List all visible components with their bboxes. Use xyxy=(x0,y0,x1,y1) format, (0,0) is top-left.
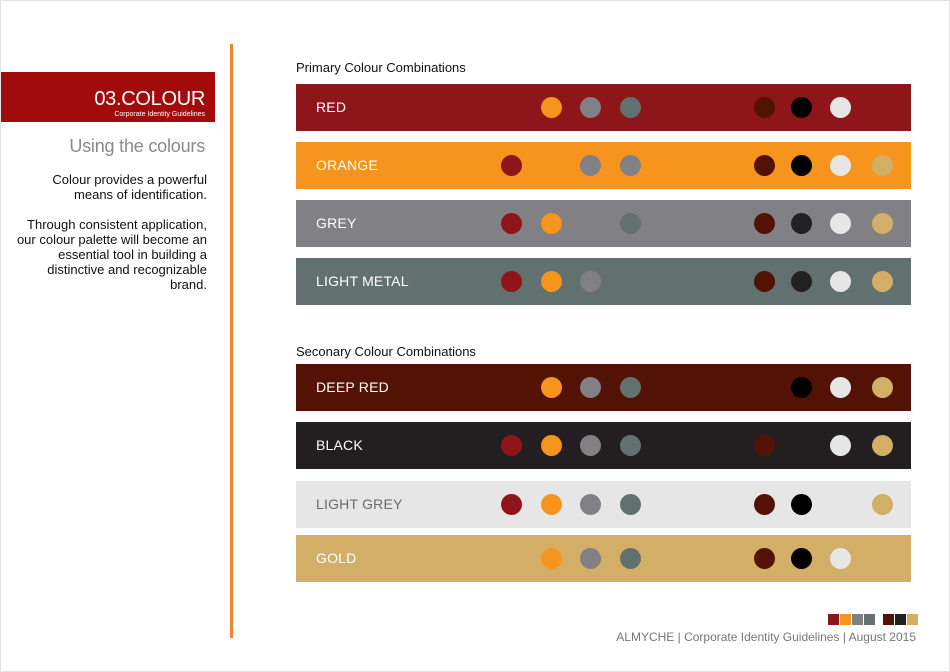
colour-swatch-dot xyxy=(830,155,851,176)
colour-swatch-dot xyxy=(580,435,601,456)
colour-band xyxy=(296,142,911,189)
colour-swatch-dot xyxy=(501,435,522,456)
colour-swatch-dot xyxy=(580,494,601,515)
footer-swatch xyxy=(883,614,894,625)
colour-band xyxy=(296,258,911,305)
colour-swatch-dot xyxy=(541,213,562,234)
colour-band xyxy=(296,422,911,469)
colour-swatch-dot xyxy=(501,155,522,176)
colour-swatch-dot xyxy=(754,548,775,569)
colour-swatch-dot xyxy=(872,155,893,176)
colour-swatch-dot xyxy=(830,213,851,234)
colour-swatch-dot xyxy=(620,548,641,569)
section-header xyxy=(1,72,215,122)
colour-band xyxy=(296,200,911,247)
colour-swatch-dot xyxy=(872,377,893,398)
section-title: 03.COLOUR xyxy=(94,88,205,110)
colour-swatch-dot xyxy=(580,377,601,398)
colour-swatch-dot xyxy=(620,435,641,456)
colour-swatch-dot xyxy=(541,548,562,569)
colour-swatch-dot xyxy=(541,435,562,456)
colour-swatch-dot xyxy=(872,494,893,515)
secondary-group-title: Seconary Colour Combinations xyxy=(296,344,476,359)
body-paragraph: Through consistent application, our colour palette will become an essential tool in building a distinctive and recognizable brand. xyxy=(16,217,207,292)
colour-band xyxy=(296,535,911,582)
colour-band-label: LIGHT METAL xyxy=(316,273,409,289)
colour-band-label: RED xyxy=(316,99,347,115)
colour-swatch-dot xyxy=(754,435,775,456)
colour-swatch-dot xyxy=(620,377,641,398)
colour-swatch-dot xyxy=(620,213,641,234)
primary-group-title: Primary Colour Combinations xyxy=(296,60,466,75)
colour-swatch-dot xyxy=(830,548,851,569)
colour-swatch-dot xyxy=(872,435,893,456)
colour-swatch-dot xyxy=(541,97,562,118)
colour-swatch-dot xyxy=(754,213,775,234)
colour-swatch-dot xyxy=(501,271,522,292)
colour-swatch-dot xyxy=(501,494,522,515)
colour-swatch-dot xyxy=(830,435,851,456)
colour-swatch-dot xyxy=(791,155,812,176)
footer-swatch xyxy=(864,614,875,625)
colour-band-label: ORANGE xyxy=(316,157,378,173)
colour-swatch-dot xyxy=(754,271,775,292)
colour-swatch-dot xyxy=(791,548,812,569)
colour-band-label: DEEP RED xyxy=(316,379,389,395)
colour-swatch-dot xyxy=(620,97,641,118)
colour-band-label: GOLD xyxy=(316,550,357,566)
colour-swatch-dot xyxy=(620,494,641,515)
colour-swatch-dot xyxy=(541,377,562,398)
colour-swatch-dot xyxy=(541,494,562,515)
colour-swatch-dot xyxy=(872,271,893,292)
colour-band-label: BLACK xyxy=(316,437,363,453)
colour-swatch-dot xyxy=(580,155,601,176)
colour-swatch-dot xyxy=(791,97,812,118)
colour-swatch-dot xyxy=(830,377,851,398)
colour-band-label: LIGHT GREY xyxy=(316,496,403,512)
colour-swatch-dot xyxy=(791,271,812,292)
colour-swatch-dot xyxy=(620,155,641,176)
colour-swatch-dot xyxy=(754,494,775,515)
colour-swatch-dot xyxy=(872,213,893,234)
colour-band xyxy=(296,364,911,411)
footer-text: ALMYCHE | Corporate Identity Guidelines | August 2015 xyxy=(616,630,916,644)
colour-swatch-dot xyxy=(791,213,812,234)
footer-swatch xyxy=(852,614,863,625)
colour-swatch-dot xyxy=(754,97,775,118)
colour-band xyxy=(296,481,911,528)
colour-swatch-dot xyxy=(580,97,601,118)
colour-swatch-dot xyxy=(501,213,522,234)
colour-swatch-dot xyxy=(580,271,601,292)
colour-swatch-dot xyxy=(830,271,851,292)
colour-swatch-dot xyxy=(791,494,812,515)
intro-paragraph: Colour provides a powerful means of identification. xyxy=(52,172,207,202)
colour-swatch-dot xyxy=(754,155,775,176)
colour-band-label: GREY xyxy=(316,215,357,231)
footer-swatch xyxy=(895,614,906,625)
footer-swatch xyxy=(828,614,839,625)
section-subtitle: Corporate Identity Guidelines xyxy=(114,111,205,118)
colour-swatch-dot xyxy=(580,548,601,569)
colour-swatch-dot xyxy=(830,97,851,118)
colour-swatch-dot xyxy=(541,271,562,292)
footer-swatch xyxy=(907,614,918,625)
colour-swatch-dot xyxy=(791,377,812,398)
page-heading: Using the colours xyxy=(69,136,205,156)
accent-divider xyxy=(230,44,233,638)
footer-swatch xyxy=(840,614,851,625)
colour-band xyxy=(296,84,911,131)
